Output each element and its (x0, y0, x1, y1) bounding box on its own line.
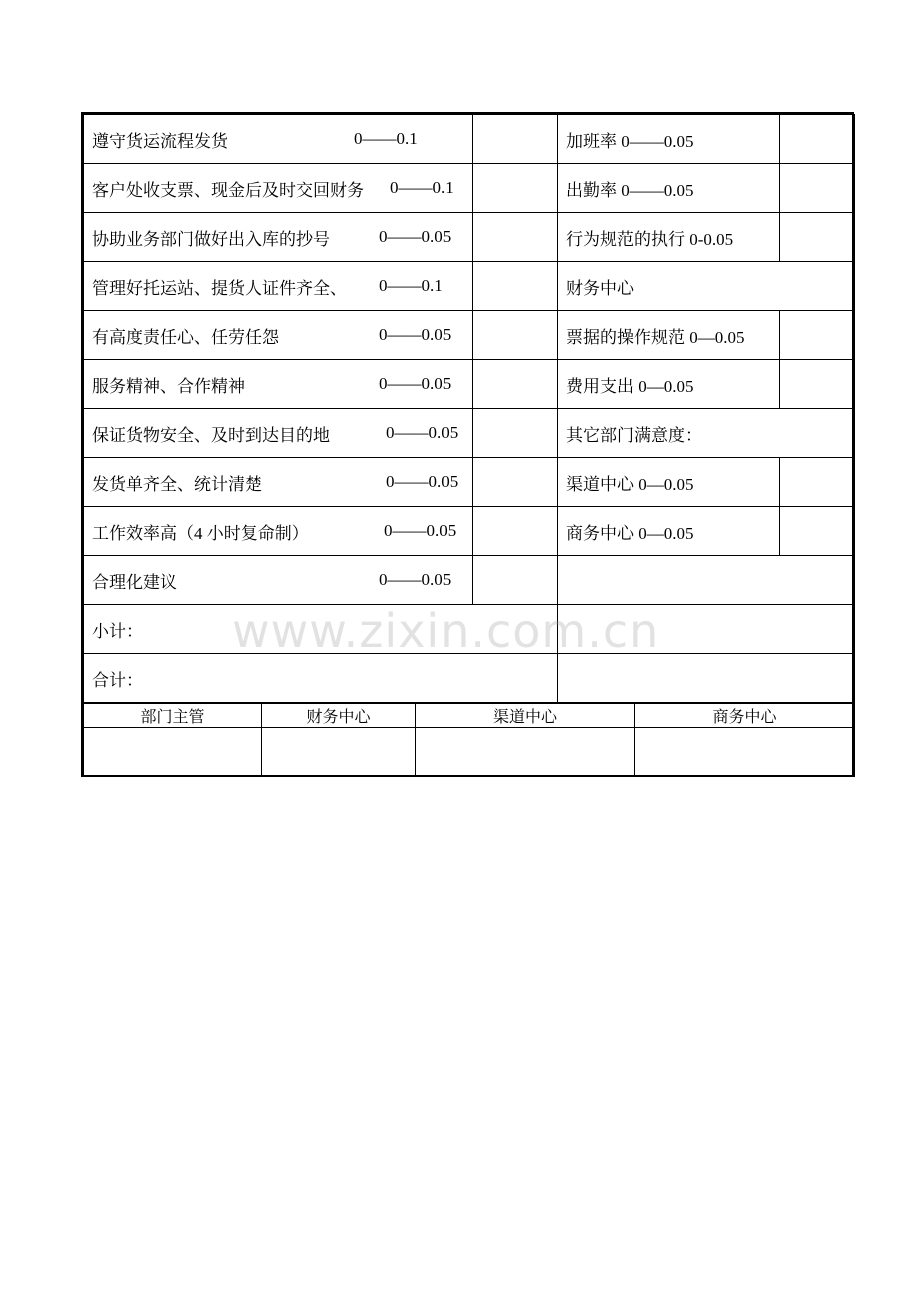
sign-header-business-center: 商务中心 (635, 704, 855, 728)
score-input-cell[interactable] (473, 115, 558, 164)
sign-field-finance-center[interactable] (262, 728, 416, 777)
criterion-cell (84, 262, 473, 311)
right-criterion-label: 费用支出 0—0.05 (566, 376, 694, 396)
evaluation-table (83, 114, 855, 703)
right-criterion-cell (558, 409, 855, 458)
signature-row (84, 728, 855, 777)
criterion-score-range: 0——0.1 (379, 276, 443, 295)
criterion-cell (84, 556, 473, 605)
evaluation-form (81, 112, 854, 777)
criterion-label: 客户处收支票、现金后及时交回财务 (92, 180, 364, 200)
criterion-score-range: 0——0.05 (379, 227, 452, 246)
sign-field-business-center[interactable] (635, 728, 855, 777)
signature-table (83, 703, 855, 777)
right-score-input-cell[interactable] (780, 507, 855, 556)
right-criterion-cell (558, 262, 855, 311)
right-criterion-cell (558, 115, 780, 164)
right-criterion-label: 加班率 0——0.05 (566, 131, 694, 151)
criterion-cell (84, 213, 473, 262)
sign-header-channel-center: 渠道中心 (416, 704, 635, 728)
score-input-cell[interactable] (473, 213, 558, 262)
right-criterion-label: 出勤率 0——0.05 (566, 180, 694, 200)
score-input-cell[interactable] (473, 360, 558, 409)
table-row (84, 507, 855, 556)
criterion-cell (84, 311, 473, 360)
right-criterion-label: 商务中心 0—0.05 (566, 523, 694, 543)
sign-field-channel-center[interactable] (416, 728, 635, 777)
score-input-cell[interactable] (473, 458, 558, 507)
right-score-input-cell[interactable] (780, 458, 855, 507)
table-row (84, 409, 855, 458)
total-row (84, 654, 855, 703)
criterion-cell (84, 164, 473, 213)
criterion-label: 协助业务部门做好出入库的抄号 (92, 229, 330, 249)
score-input-cell[interactable] (473, 164, 558, 213)
criterion-label: 发货单齐全、统计清楚 (92, 474, 262, 494)
criterion-cell (84, 409, 473, 458)
criterion-cell (84, 507, 473, 556)
right-criterion-cell (558, 164, 780, 213)
score-input-cell[interactable] (473, 409, 558, 458)
table-row (84, 262, 855, 311)
right-score-input-cell[interactable] (780, 311, 855, 360)
criterion-label: 保证货物安全、及时到达目的地 (92, 425, 330, 445)
table-row (84, 556, 855, 605)
sign-header-finance-center: 财务中心 (262, 704, 416, 728)
table-row (84, 311, 855, 360)
right-criterion-cell (558, 311, 780, 360)
signature-header-row (84, 704, 855, 728)
right-criterion-cell (558, 507, 780, 556)
criterion-label: 遵守货运流程发货 (92, 131, 228, 151)
subtotal-row-label: 小计： (84, 605, 558, 654)
criterion-score-range: 0——0.1 (354, 129, 418, 148)
total-row-label: 合计： (84, 654, 558, 703)
criterion-score-range: 0——0.05 (379, 374, 452, 393)
right-criterion-label: 票据的操作规范 0—0.05 (566, 327, 745, 347)
right-score-input-cell[interactable] (780, 164, 855, 213)
score-input-cell[interactable] (473, 507, 558, 556)
right-criterion-label: 渠道中心 0—0.05 (566, 474, 694, 494)
table-row (84, 164, 855, 213)
score-input-cell[interactable] (473, 311, 558, 360)
sign-header-dept-supervisor: 部门主管 (84, 704, 262, 728)
criterion-cell (84, 458, 473, 507)
right-score-input-cell[interactable] (780, 115, 855, 164)
criterion-score-range: 0——0.1 (390, 178, 454, 197)
right-criterion-cell (558, 213, 780, 262)
total-row-value-cell[interactable] (558, 654, 855, 703)
score-input-cell[interactable] (473, 262, 558, 311)
criterion-score-range: 0——0.05 (386, 423, 459, 442)
sign-field-dept-supervisor[interactable] (84, 728, 262, 777)
criterion-cell (84, 360, 473, 409)
criterion-score-range: 0——0.05 (386, 472, 459, 491)
table-row (84, 360, 855, 409)
right-criterion-label: 财务中心 (566, 278, 634, 298)
score-input-cell[interactable] (473, 556, 558, 605)
criterion-score-range: 0——0.05 (379, 325, 452, 344)
criterion-cell (84, 115, 473, 164)
watermark: www.zixin.com.cn (232, 604, 660, 658)
criterion-label: 合理化建议 (92, 572, 177, 592)
criterion-score-range: 0——0.05 (384, 521, 457, 540)
criterion-label: 管理好托运站、提货人证件齐全、 (92, 278, 347, 298)
right-criterion-label: 行为规范的执行 0-0.05 (566, 229, 734, 249)
right-score-input-cell[interactable] (780, 213, 855, 262)
right-criterion-cell (558, 360, 780, 409)
right-criterion-label: 其它部门满意度： (566, 425, 702, 445)
table-row (84, 458, 855, 507)
right-criterion-cell (558, 458, 780, 507)
criterion-label: 服务精神、合作精神 (92, 376, 245, 396)
table-row (84, 213, 855, 262)
table-row (84, 115, 855, 164)
right-criterion-cell (558, 556, 855, 605)
right-score-input-cell[interactable] (780, 360, 855, 409)
criterion-label: 工作效率高（4 小时复命制） (92, 523, 309, 543)
criterion-score-range: 0——0.05 (379, 570, 452, 589)
criterion-label: 有高度责任心、任劳任怨 (92, 327, 279, 347)
subtotal-row-value-cell[interactable] (558, 605, 855, 654)
subtotal-row (84, 605, 855, 654)
